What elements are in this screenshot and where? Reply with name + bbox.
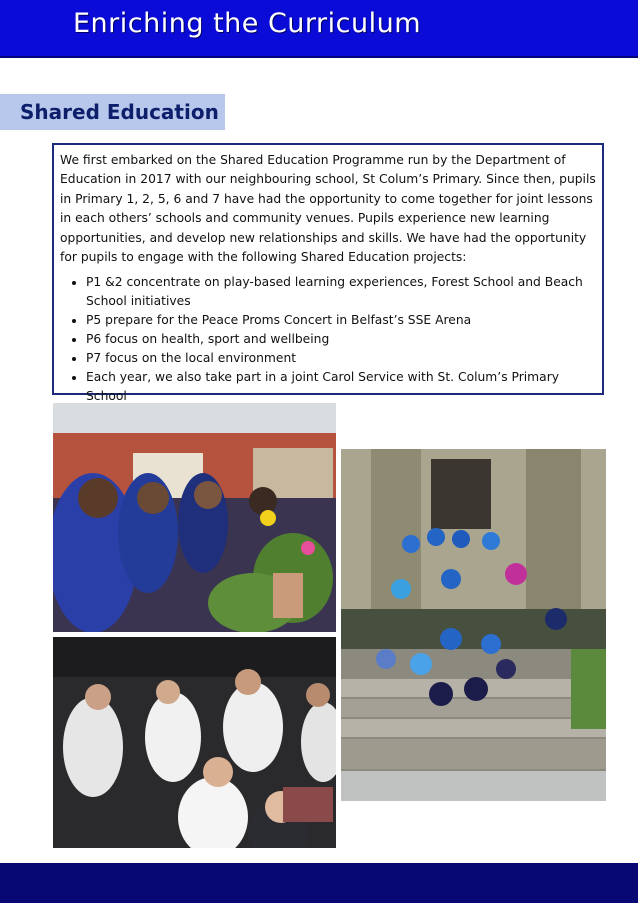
page-title: Enriching the Curriculum — [73, 8, 422, 39]
intro-paragraph: We first embarked on the Shared Education Programme run by the Department of Education in 2017 with our neighbouring school, St Colum’s Primary. Since then, pupils in Primary 1, 2, 5, 6 and 7 have had the opportunity to come together for joint lessons in each others’ schools and community venues. Pupils experience new learning opportunities, and develop new relationships and skills. We have had the opportunity for pupils to engage with the following Shared Education projects: — [60, 153, 596, 265]
list-item: • P7 focus on the local environment — [86, 349, 596, 368]
project-list — [60, 273, 596, 406]
planting-photo — [53, 403, 336, 632]
list-item: • Each year, we also take part in a joint Carol Service with St. Colum’s Primary School — [86, 368, 596, 406]
concert-audience-photo — [53, 637, 336, 848]
list-item: • P1 &2 concentrate on play-based learning experiences, Forest School and Beach School initiatives — [86, 273, 596, 311]
list-item: • P5 prepare for the Peace Proms Concert in Belfast’s SSE Arena — [86, 311, 596, 330]
footer-bar — [0, 863, 638, 903]
section-heading-tab — [0, 94, 225, 130]
list-item: • P6 focus on health, sport and wellbeing — [86, 330, 596, 349]
content-box — [52, 143, 604, 404]
group-steps-photo — [341, 449, 606, 801]
header-banner — [0, 0, 638, 58]
section-title: Shared Education — [20, 100, 219, 124]
